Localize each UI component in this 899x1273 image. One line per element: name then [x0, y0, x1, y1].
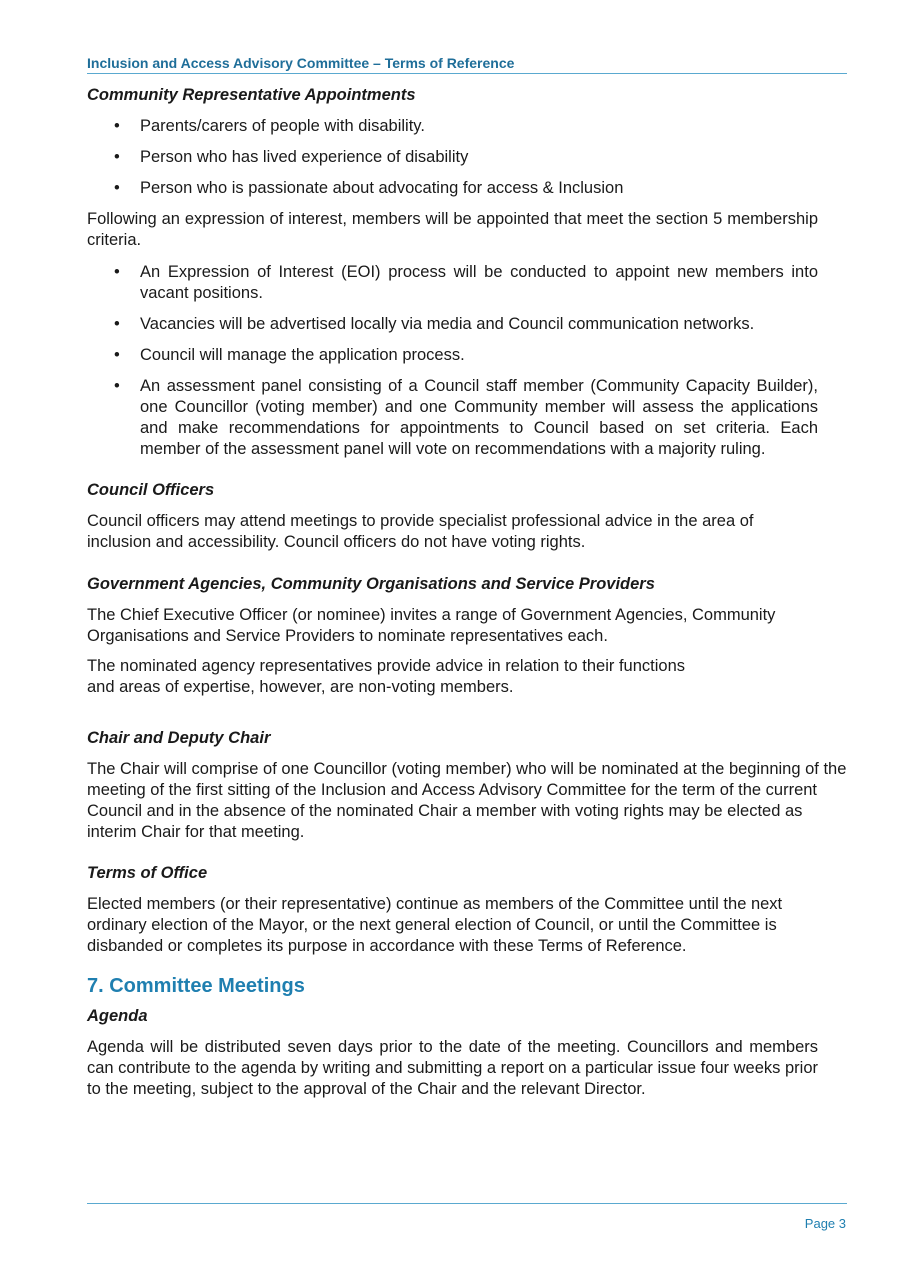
- officers-heading: Council Officers: [87, 481, 215, 499]
- membership-paragraph: Following an expression of interest, members will be appointed that meet the section 5 membership criteria.: [87, 210, 818, 249]
- running-header: Inclusion and Access Advisory Committee – Terms of Reference: [87, 55, 847, 74]
- agencies-line: The nominated agency representatives provide advice in relation to their functions: [87, 657, 686, 675]
- list-item: • Parents/carers of people with disability.: [87, 116, 818, 137]
- list-item: • An Expression of Interest (EOI) process will be conducted to appoint new members into vacant positions.: [87, 262, 818, 304]
- agencies-paragraph: The Chief Executive Officer (or nominee) invites a range of Government Agencies, Community Organisations and Service Providers to nominate representatives each.: [87, 606, 776, 645]
- agenda-paragraph: Agenda will be distributed seven days prior to the date of the meeting. Councillors and members can contribute to the agenda by writing and submitting a report on a particular issue four weeks prior to the meeting, subject to the approval of the Chair and the relevant Director.: [87, 1038, 818, 1098]
- list-item: • An assessment panel consisting of a Council staff member (Community Capacity Builder), one Councillor (voting member) and one Community member will assess the applications and make recommendations for appointments to Council based on set criteria. Each member of the assessment panel will vote on recommendations with a majority ruling.: [87, 376, 818, 460]
- process-list: [87, 262, 818, 460]
- membership-list: [87, 116, 818, 199]
- chair-paragraph: The Chair will comprise of one Councillor (voting member) who will be nominated at the beginning of the meeting of the first sitting of the Inclusion and Access Advisory Committee for the term of the current Council and in the absence of the nominated Chair a member with voting rights may be elected as interim Chair for that meeting.: [87, 760, 847, 841]
- community-heading: Community Representative Appointments: [87, 86, 416, 104]
- terms-paragraph: Elected members (or their representative) continue as members of the Committee until the next ordinary election of the Mayor, or the next general election of Council, or until the Committee is disbanded or completes its purpose in accordance with these Terms of Reference.: [87, 895, 783, 955]
- terms-heading: Terms of Office: [87, 864, 208, 882]
- list-item: • Person who is passionate about advocating for access & Inclusion: [87, 178, 818, 199]
- chair-heading: Chair and Deputy Chair: [87, 729, 271, 747]
- page-number: Page 3: [804, 1216, 846, 1231]
- agencies-line: and areas of expertise, however, are non-voting members.: [87, 678, 514, 696]
- agenda-heading: Agenda: [87, 1007, 148, 1025]
- list-item: • Council will manage the application process.: [87, 345, 818, 366]
- agencies-paragraph-2: [87, 656, 818, 698]
- list-item: • Vacancies will be advertised locally via media and Council communication networks.: [87, 314, 818, 335]
- officers-paragraph: Council officers may attend meetings to provide specialist professional advice in the area of inclusion and accessibility. Council officers do not have voting rights.: [87, 512, 754, 551]
- page-content: [87, 85, 847, 1100]
- agencies-heading: Government Agencies, Community Organisations and Service Providers: [87, 575, 655, 593]
- list-item: • Person who has lived experience of disability: [87, 147, 818, 168]
- meetings-heading: 7. Committee Meetings: [87, 975, 305, 997]
- footer-rule: [87, 1203, 847, 1204]
